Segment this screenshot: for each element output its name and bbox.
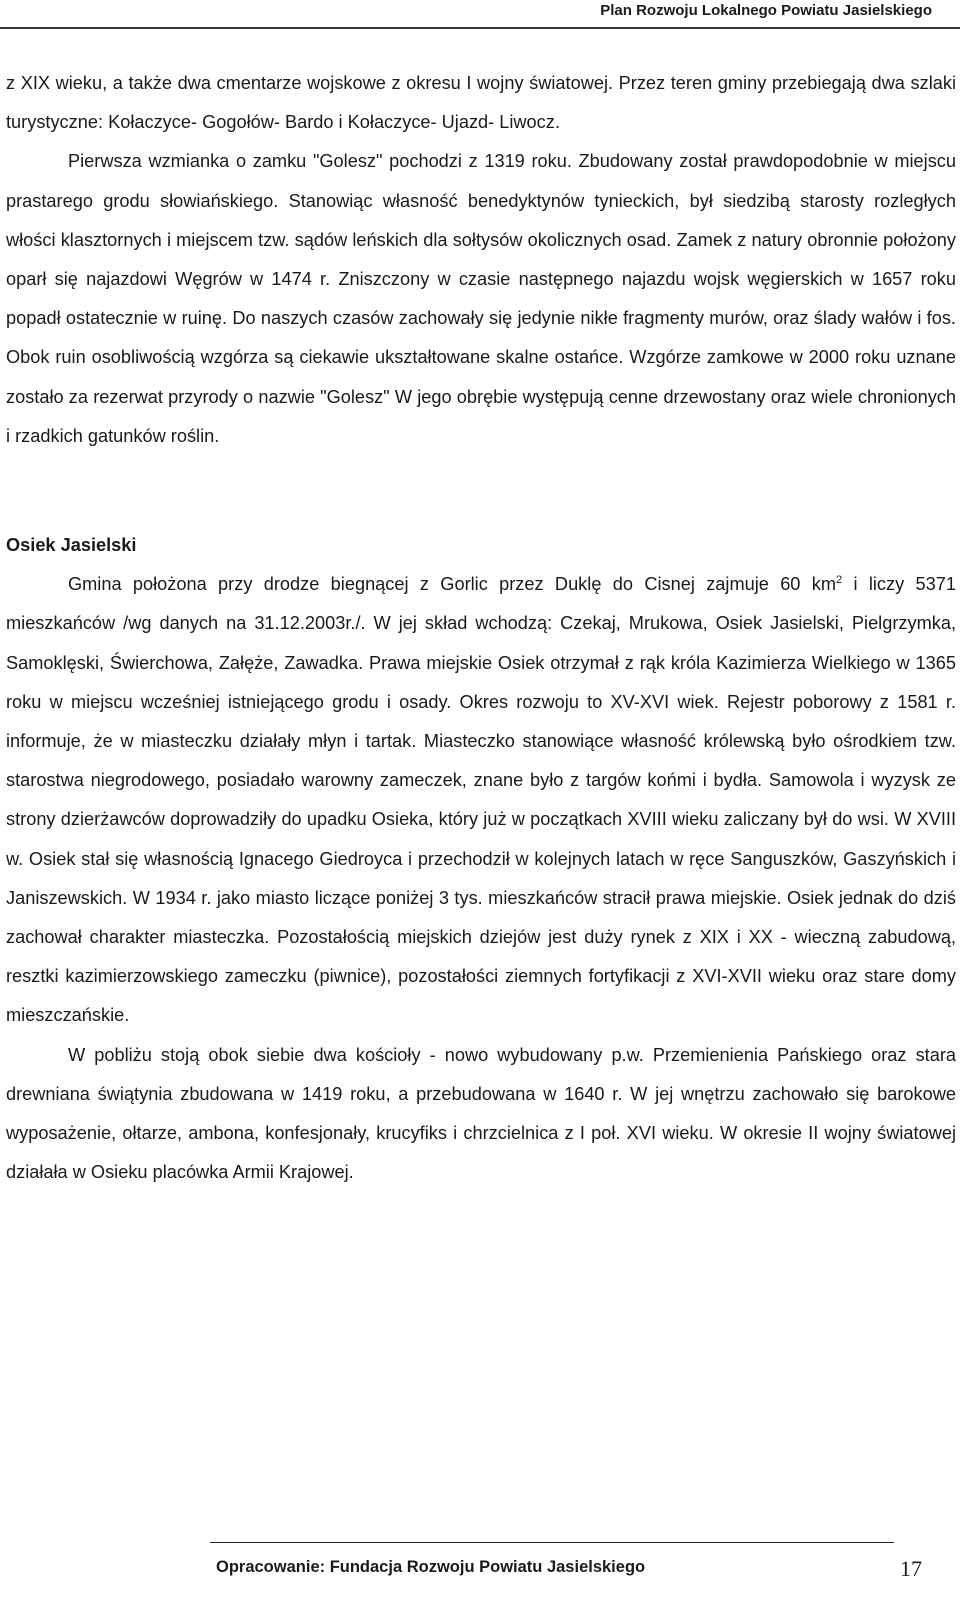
page-header (0, 0, 960, 44)
page-number: 17 (900, 1556, 922, 1581)
paragraph-osiek-part-1: Gmina położona przy drodze biegnącej z Gorlic przez Duklę do Cisnej zajmuje 60 km (68, 574, 836, 595)
paragraph-cemeteries: z XIX wieku, a także dwa cmentarze wojskowe z okresu I wojny światowej. Przez teren gminy przebiegają dwa szlaki turystyczne: Kołaczyce- Gogołów- Bardo i Kołaczyce- Ujazd- Liwocz. (6, 73, 956, 133)
section-title: Osiek Jasielski (6, 535, 137, 556)
paragraph-osiek-history (6, 565, 956, 1035)
footer-text: Opracowanie: Fundacja Rozwoju Powiatu Jasielskiego (216, 1558, 646, 1576)
header-title: Plan Rozwoju Lokalnego Powiatu Jasielskiego (600, 2, 932, 19)
paragraph-golesz-castle: Pierwsza wzmianka o zamku "Golesz" pochodzi z 1319 roku. Zbudowany został prawdopodobnie w miejscu prastarego grodu słowiańskiego. Stanowiąc własność benedyktynów tynieckich, był siedzibą starosty rozległych włości klasztornych i miejscem tzw. sądów leńskich dla sołtysów okolicznych osad. Zamek z natury obronnie położony oparł się najazdowi Węgrów w 1474 r. Zniszczony w czasie następnego najazdu wojsk węgierskich w 1657 roku popadł ostatecznie w ruinę. Do naszych czasów zachowały się jedynie nikłe fragmenty murów, oraz ślady wałów i fos. Obok ruin osobliwością wzgórza są ciekawie ukształtowane skalne ostańce. Wzgórze zamkowe w 2000 roku uznane zostało za rezerwat przyrody o nazwie "Golesz" W jego obrębie występują cenne drzewostany oraz wiele chronionych i rzadkich gatunków roślin. (6, 151, 956, 446)
header-rule (0, 27, 960, 29)
superscript-2: 2 (836, 574, 843, 587)
document-body (6, 64, 956, 1192)
paragraph-churches: W pobliżu stoją obok siebie dwa kościoły - nowo wybudowany p.w. Przemienienia Pańskiego oraz stara drewniana świątynia zbudowana w 1419 roku, a przebudowana w 1640 r. W jej wnętrzu zachowało się barokowe wyposażenie, ołtarze, ambona, konfesjonały, krucyfiks i chrzcielnica z I poł. XVI wieku. W okresie II wojny światowej działała w Osieku placówka Armii Krajowej. (6, 1044, 956, 1183)
section-spacer (6, 456, 956, 526)
paragraph-osiek-part-2: i liczy 5371 mieszkańców /wg danych na 31.12.2003r./. W jej skład wchodzą: Czekaj, Mrukowa, Osiek Jasielski, Pielgrzymka, Samoklęski, Świerchowa, Załęże, Zawadka. Prawa miejskie Osiek otrzymał z rąk króla Kazimierza Wielkiego w 1365 roku w miejscu wcześniej istniejącego grodu i osady. Okres rozwoju to XV-XVI wiek. Rejestr poborowy z 1581 r. informuje, że w miasteczku działały młyn i tartak. Miasteczko stanowiące własność królewską było ośrodkiem tzw. starostwa niegrodowego, posiadało warowny zameczek, znane było z targów końmi i bydła. Samowola i wyzysk ze strony dzierżawców doprowadziły do upadku Osieka, który już w początkach XVIII wieku zaliczany był do wsi. W XVIII w. Osiek stał się własnością Ignacego Giedroyca i przechodził w kolejnych latach w ręce Sanguszków, Gaszyńskich i Janiszewskich. W 1934 r. jako miasto liczące poniżej 3 tys. mieszkańców stracił prawa miejskie. Osiek jednak do dziś zachował charakter miasteczka. Pozostałością miejskich dziejów jest duży rynek z XIX i XX - wieczną zabudową, resztki kazimierzowskiego zameczku (piwnice), pozostałości ziemnych fortyfikacji z XVI-XVII wieku oraz stare domy mieszczańskie. (6, 574, 956, 1026)
footer-rule (210, 1542, 894, 1543)
